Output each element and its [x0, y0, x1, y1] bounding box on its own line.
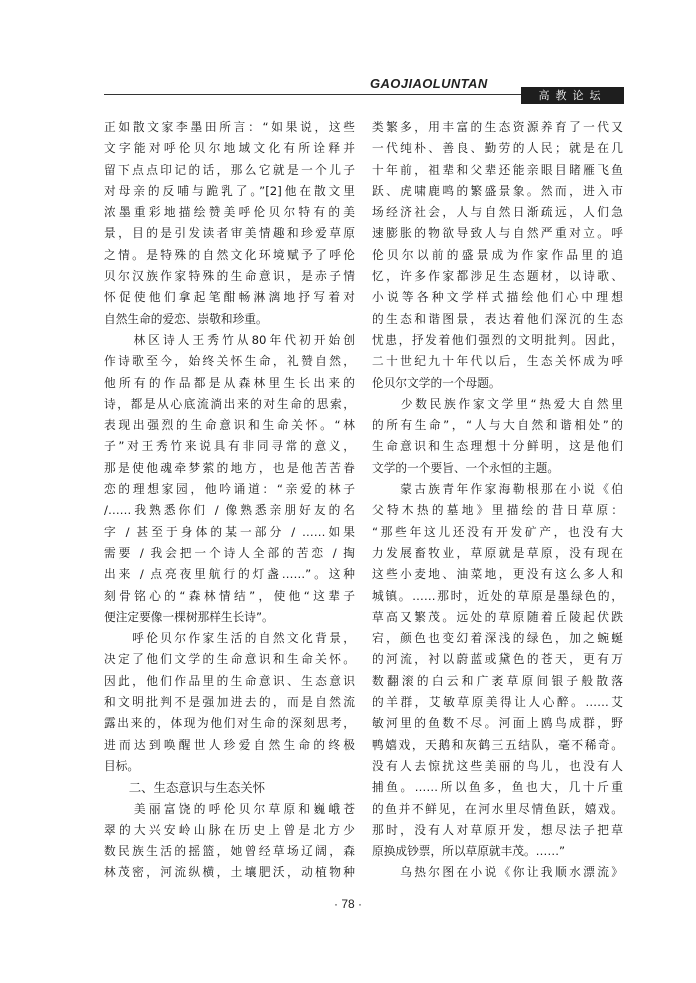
- text-line: 的羊群，艾敏草原美得让人心醉。……艾: [372, 695, 623, 710]
- text-line: 一代纯朴、善良、勤劳的人民；就是在几: [372, 141, 623, 156]
- text-line: 捕鱼。……所以鱼多，鱼也大，几十斤重: [372, 780, 623, 795]
- text-line: 文字能对呼伦贝尔地域文化有所诠释并: [104, 141, 355, 156]
- text-line: 小说等各种文学样式描绘他们心中理想: [372, 290, 623, 305]
- text-line: 景，目的是引发读者审美情趣和珍爱草原: [104, 226, 355, 241]
- text-line: 他所有的作品都是从森林里生长出来的: [104, 375, 355, 390]
- text-line: 的鱼并不鲜见，在河水里尽情鱼跃，嬉戏。: [372, 801, 623, 816]
- text-line: “那些年这儿还没有开发矿产，也没有大: [372, 524, 623, 539]
- journal-name-latin: GAOJIAOLUNTAN: [370, 76, 488, 91]
- text-line: 正如散文家李墨田所言：“如果说，这些: [104, 120, 355, 134]
- text-line: 林区诗人王秀竹从80年代初开始创: [104, 332, 355, 347]
- text-line: 进而达到唤醒世人珍爱自然生命的终极: [104, 737, 355, 752]
- text-line: 的河流，衬以蔚蓝或黛色的苍天，更有万: [372, 652, 623, 667]
- text-line: 城镇。……那时，近处的草原是墨绿色的，: [372, 588, 623, 603]
- text-line: 没有人去惊扰这些美丽的鸟儿，也没有人: [372, 758, 623, 773]
- text-line: 原换成钞票，所以草原就丰茂。……”: [372, 844, 566, 859]
- text-line: 和文明批判不是强加进去的，而是自然流: [104, 695, 355, 710]
- text-line: 数民族生活的摇篮，她曾经草场辽阔，森: [104, 844, 355, 859]
- text-line: 生命意识和生态理想十分鲜明，这是他们: [372, 439, 623, 454]
- page-number: · 78 ·: [333, 897, 362, 911]
- text-line: 敏河里的鱼数不尽。河面上鸥鸟成群，野: [372, 716, 623, 731]
- text-line: 浓墨重彩地描绘赞美呼伦贝尔特有的美: [104, 205, 355, 220]
- text-line: 力发展畜牧业，草原就是草原，没有现在: [372, 545, 623, 560]
- text-line: 速膨胀的物欲导致人与自然严重对立。呼: [372, 226, 623, 241]
- text-line: 蒙古族青年作家海勒根那在小说《伯: [372, 482, 623, 497]
- text-line: 二、生态意识与生态关怀: [104, 780, 266, 796]
- text-line: 场经济社会，人与自然日渐疏远，人们急: [372, 205, 623, 220]
- text-line: 伦贝尔以前的盛景成为作家作品里的追: [372, 247, 623, 262]
- text-line: 自然生命的爱恋、崇敬和珍重。: [104, 311, 268, 326]
- text-line: 留下点点印记的话，那么它就是一个儿子: [104, 162, 355, 177]
- text-line: 父特木热的墓地》里描绘的昔日草原：: [372, 503, 623, 518]
- text-line: 便注定要像一棵树那样生长诗”。: [104, 609, 274, 624]
- right-text-column: [372, 117, 623, 884]
- text-line: 呼伦贝尔作家生活的自然文化背景，: [104, 631, 355, 646]
- text-line: 美丽富饶的呼伦贝尔草原和巍峨苍: [104, 801, 355, 816]
- text-line: 诗，都是从心底流淌出来的对生命的思索，: [104, 396, 355, 411]
- text-line: 二十世纪九十年代以后，生态关怀成为呼: [372, 354, 623, 369]
- text-line: 草高又繁茂。远处的草原随着丘陵起伏跌: [372, 609, 623, 624]
- text-line: 对母亲的反哺与跪乳了。”[2]他在散文里: [104, 183, 355, 198]
- text-line: 表现出强烈的生命意识和生命关怀。“林: [104, 418, 355, 433]
- text-line: 那是使他魂牵梦萦的地方，也是他苦苦眷: [104, 460, 355, 475]
- text-line: 字 / 甚至于身体的某一部分 / ……如果: [104, 524, 355, 539]
- text-line: 伦贝尔文学的一个母题。: [372, 375, 501, 390]
- text-line: 的所有生命”，“人与大自然和谐相处”的: [372, 418, 623, 433]
- text-line: 目标。: [104, 758, 140, 773]
- text-line: 恋的理想家园，他吟诵道：“亲爱的林子: [104, 482, 355, 497]
- text-line: 之情。是特殊的自然文化环境赋予了呼伦: [104, 247, 355, 262]
- text-line: 数翻滚的白云和广袤草原间银子般散落: [372, 673, 623, 688]
- text-line: 决定了他们文学的生命意识和生命关怀。: [104, 652, 355, 667]
- text-line: 子”对王秀竹来说具有非同寻常的意义，: [104, 439, 355, 454]
- text-line: 十年前，祖辈和父辈还能亲眼目睹雁飞鱼: [372, 162, 623, 177]
- text-line: 宕，颜色也变幻着深浅的绿色，加之蜿蜒: [372, 631, 623, 646]
- text-line: 忧患，抒发着他们强烈的文明批判。因此，: [372, 332, 623, 347]
- text-line: 林茂密，河流纵横，土壤肥沃，动植物种: [104, 865, 355, 880]
- text-line: 忆，许多作家都涉足生态题材，以诗歌、: [372, 269, 623, 284]
- journal-name-chinese: 高教论坛: [521, 87, 624, 104]
- text-line: 乌热尔图在小说《你让我顺水漂流》: [372, 865, 623, 880]
- text-line: 作诗歌至今，始终关怀生命，礼赞自然，: [104, 354, 355, 369]
- text-line: 文学的一个要旨、一个永恒的主题。: [372, 460, 560, 475]
- left-text-column: [104, 117, 355, 884]
- text-line: 需要 / 我会把一个诗人全部的苦恋 / 掏: [104, 545, 355, 560]
- text-line: 类繁多，用丰富的生态资源养育了一代又: [372, 120, 623, 134]
- text-line: 跃、虎啸鹿鸣的繁盛景象。然而，进入市: [372, 183, 623, 198]
- text-line: 因此，他们作品里的生命意识、生态意识: [104, 673, 355, 688]
- text-line: 怀促使他们拿起笔酣畅淋漓地抒写着对: [104, 290, 355, 305]
- text-line: 鸭嬉戏，天鹅和灰鹤三五结队，毫不稀奇。: [372, 737, 623, 752]
- text-line: 露出来的，体现为他们对生命的深刻思考，: [104, 716, 355, 731]
- text-line: 贝尔汉族作家特殊的生命意识，是赤子情: [104, 269, 355, 284]
- text-line: 少数民族作家文学里“热爱大自然里: [372, 396, 623, 411]
- text-line: 出来 / 点亮夜里航行的灯盏……”。这种: [104, 567, 355, 582]
- text-line: 的生态和谐图景，表达着他们深沉的生态: [372, 311, 623, 326]
- text-line: 刻骨铭心的“森林情结”，使他“这辈子: [104, 588, 355, 603]
- text-line: 那时，没有人对草原开发，想尽法子把草: [372, 822, 623, 837]
- text-line: /……我熟悉你们 / 像熟悉亲朋好友的名: [104, 503, 355, 518]
- text-line: 这些小麦地、油菜地，更没有这么多人和: [372, 567, 623, 582]
- text-line: 翠的大兴安岭山脉在历史上曾是北方少: [104, 822, 355, 837]
